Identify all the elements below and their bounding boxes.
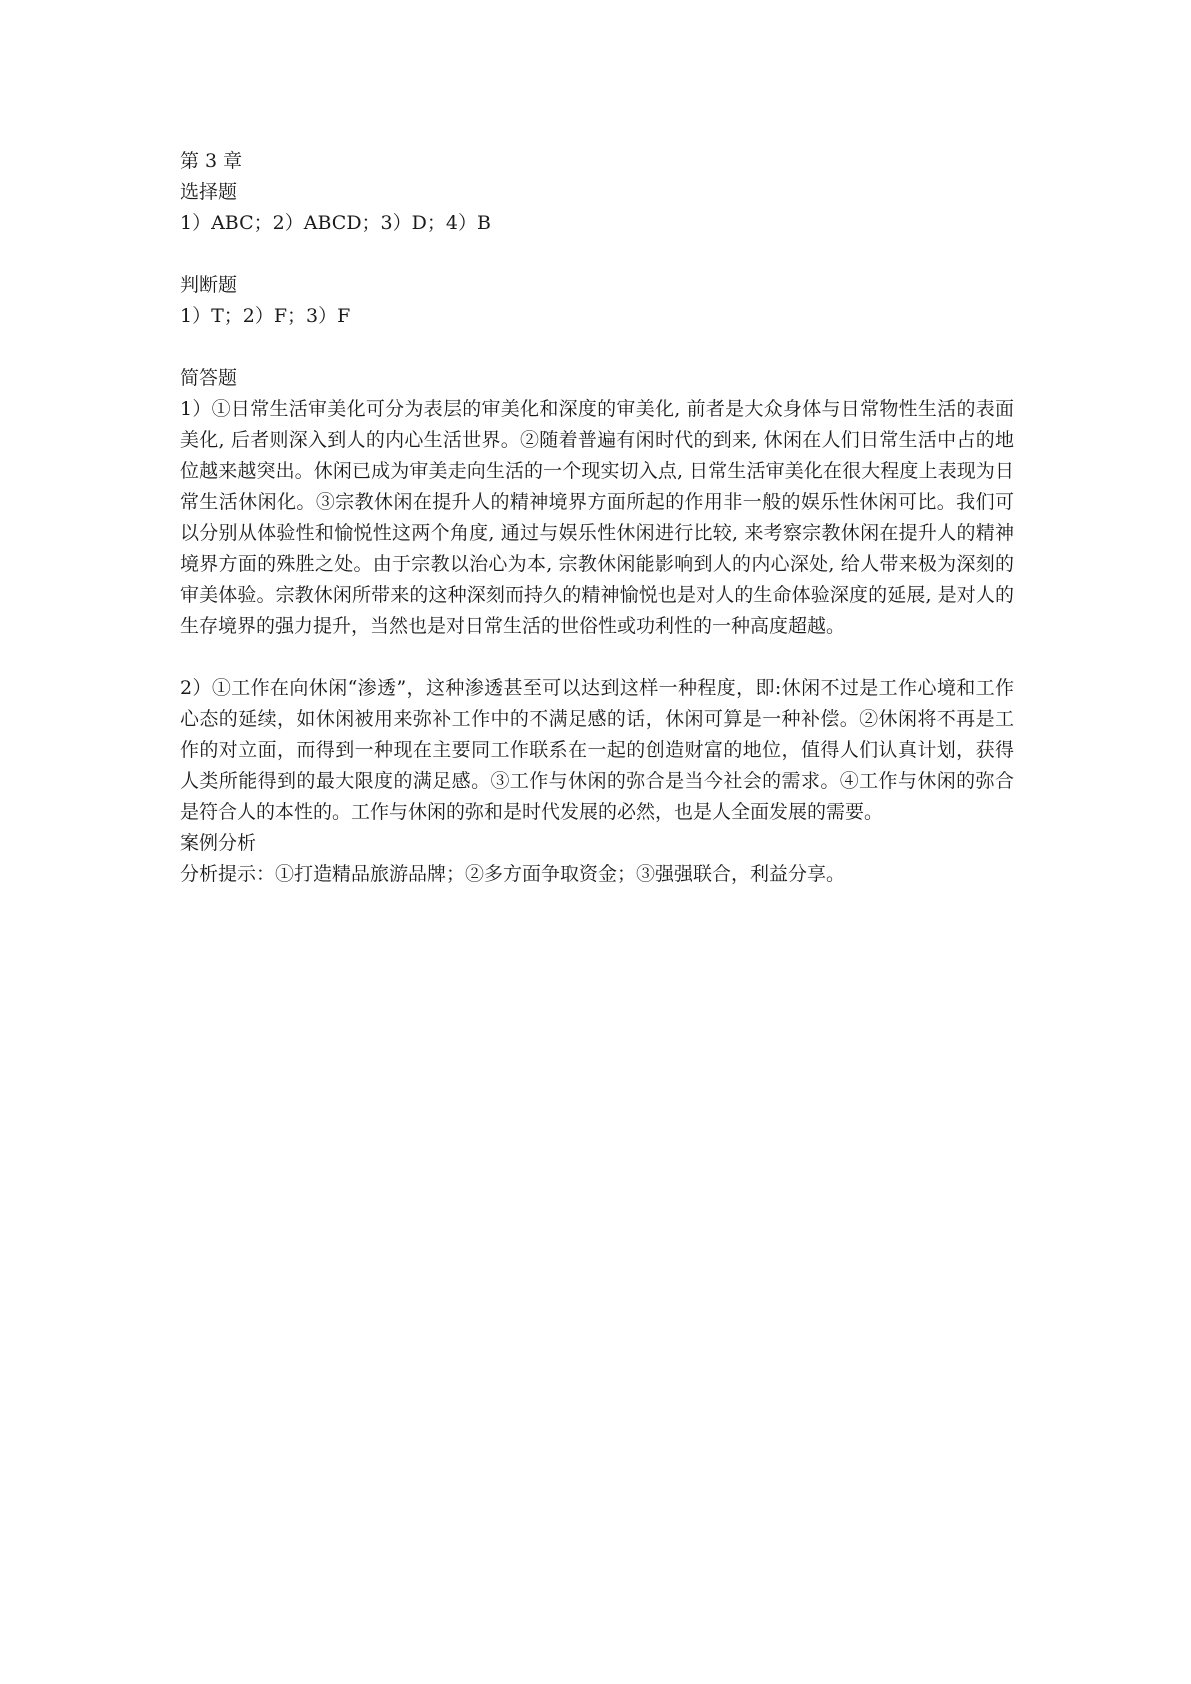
short-answer-q2: 2）①工作在向休闲“渗透”，这种渗透甚至可以达到这样一种程度，即:休闲不过是工作心境和工作心态的延续，如休闲被用来弥补工作中的不满足感的话，休闲可算是一种补偿。②休闲将不再是工作的对立面，而得到一种现在主要同工作联系在一起的创造财富的地位，值得人们认真计划，获得人类所能得到的最大限度的满足感。③工作与休闲的弥合是当今社会的需求。④工作与休闲的弥合是符合人的本性的。工作与休闲的弥和是时代发展的必然，也是人全面发展的需要。: [180, 677, 1014, 823]
short-answer-heading: 简答题: [180, 367, 238, 389]
spacer: [180, 642, 1014, 673]
spacer: [180, 332, 1014, 363]
spacer: [180, 239, 1014, 270]
multiple-choice-heading: 选择题: [180, 181, 238, 203]
multiple-choice-answers: 1）ABC；2）ABCD；3）D；4）B: [180, 212, 491, 234]
short-answer-q1: 1）①日常生活审美化可分为表层的审美化和深度的审美化, 前者是大众身体与日常物性生活的表面美化, 后者则深入到人的内心生活世界。②随着普遍有闲时代的到来, 休闲在人们日常生活中占的地位越来越突出。休闲已成为审美走向生活的一个现实切入点, 日常生活审美化在很大程度上表现为日常生活休闲化。③宗教休闲在提升人的精神境界方面所起的作用非一般的娱乐性休闲可比。我们可以分别从体验性和愉悦性这两个角度, 通过与娱乐性休闲进行比较, 来考察宗教休闲在提升人的精神境界方面的殊胜之处。由于宗教以治心为本, 宗教休闲能影响到人的内心深处, 给人带来极为深刻的审美体验。宗教休闲所带来的这种深刻而持久的精神愉悦也是对人的生命体验深度的延展, 是对人的生存境界的强力提升，当然也是对日常生活的世俗性或功利性的一种高度超越。: [180, 398, 1014, 637]
true-false-heading: 判断题: [180, 274, 238, 296]
true-false-answers: 1）T；2）F；3）F: [180, 305, 351, 327]
case-analysis-hint: 分析提示：①打造精品旅游品牌；②多方面争取资金；③强强联合，利益分享。: [180, 863, 846, 885]
case-analysis-heading: 案例分析: [180, 832, 257, 854]
chapter-title: 第 3 章: [180, 150, 243, 172]
document-body: [180, 146, 1014, 890]
